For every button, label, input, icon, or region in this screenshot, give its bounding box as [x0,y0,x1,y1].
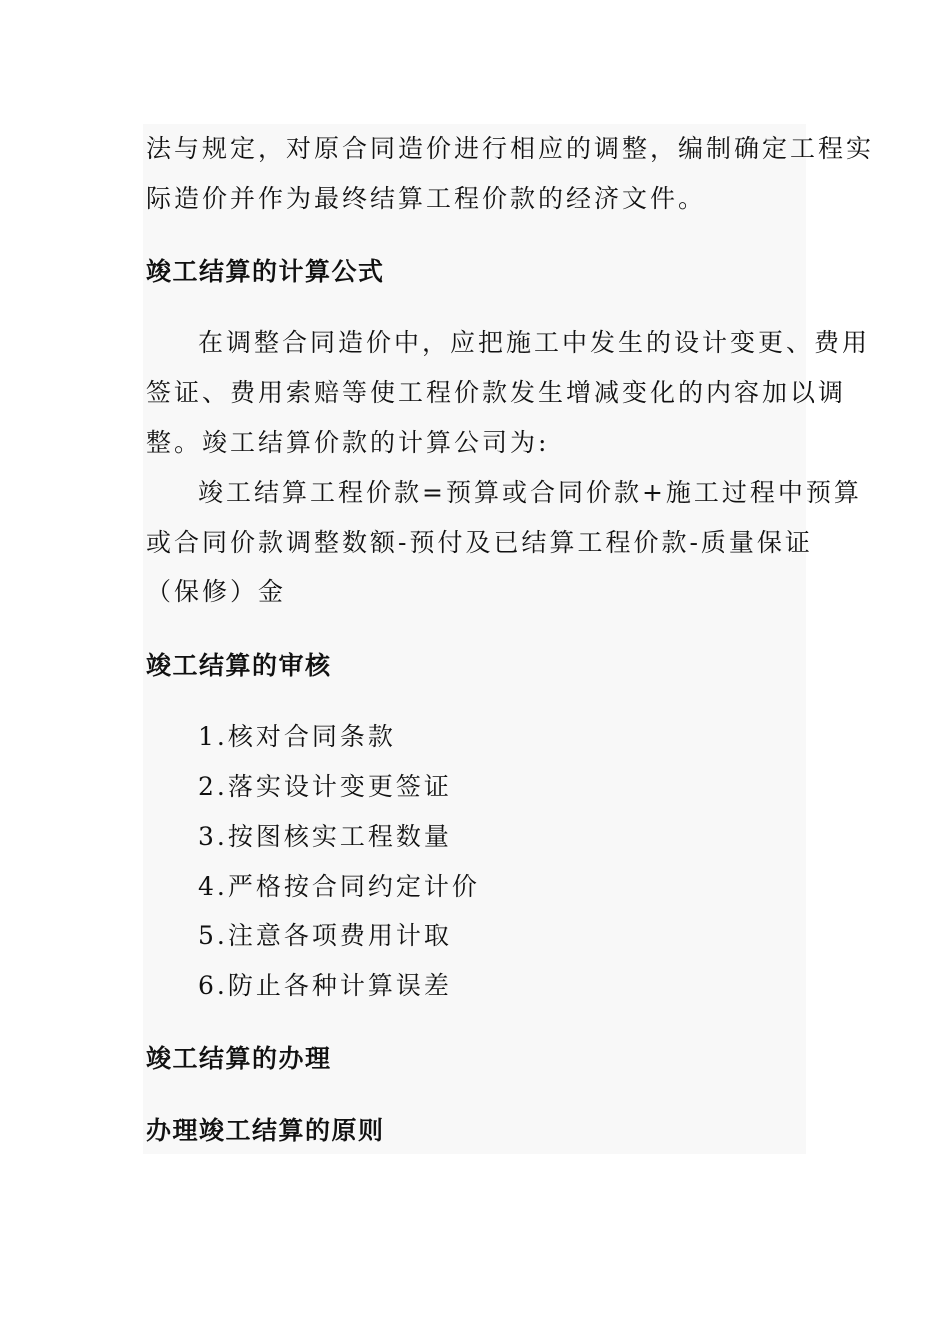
section-heading-formula: 竣工结算的计算公式 [146,257,385,286]
list-item: 1.核对合同条款 [198,722,396,751]
list-item: 4.严格按合同约定计价 [198,872,480,901]
list-item: 6.防止各种计算误差 [198,971,452,1000]
paragraph-line: 整。竣工结算价款的计算公司为: [146,428,550,457]
paragraph-line: 际造价并作为最终结算工程价款的经济文件。 [146,184,707,213]
formula-line: 竣工结算工程价款=预算或合同价款+施工过程中预算 [198,478,862,507]
paragraph-line: 签证、费用索赔等使工程价款发生增减变化的内容加以调 [146,378,847,407]
formula-line: 或合同价款调整数额-预付及已结算工程价款-质量保证 [146,528,813,557]
section-heading-handling: 竣工结算的办理 [146,1044,332,1073]
section-heading-review: 竣工结算的审核 [146,651,332,680]
section-heading-principles: 办理竣工结算的原则 [146,1116,385,1145]
formula-line: （保修）金 [146,577,287,606]
paragraph-line: 在调整合同造价中，应把施工中发生的设计变更、费用 [198,328,871,357]
paragraph-line: 法与规定，对原合同造价进行相应的调整，编制确定工程实 [146,134,875,163]
list-item: 3.按图核实工程数量 [198,822,452,851]
list-item: 5.注意各项费用计取 [198,921,452,950]
list-item: 2.落实设计变更签证 [198,772,452,801]
